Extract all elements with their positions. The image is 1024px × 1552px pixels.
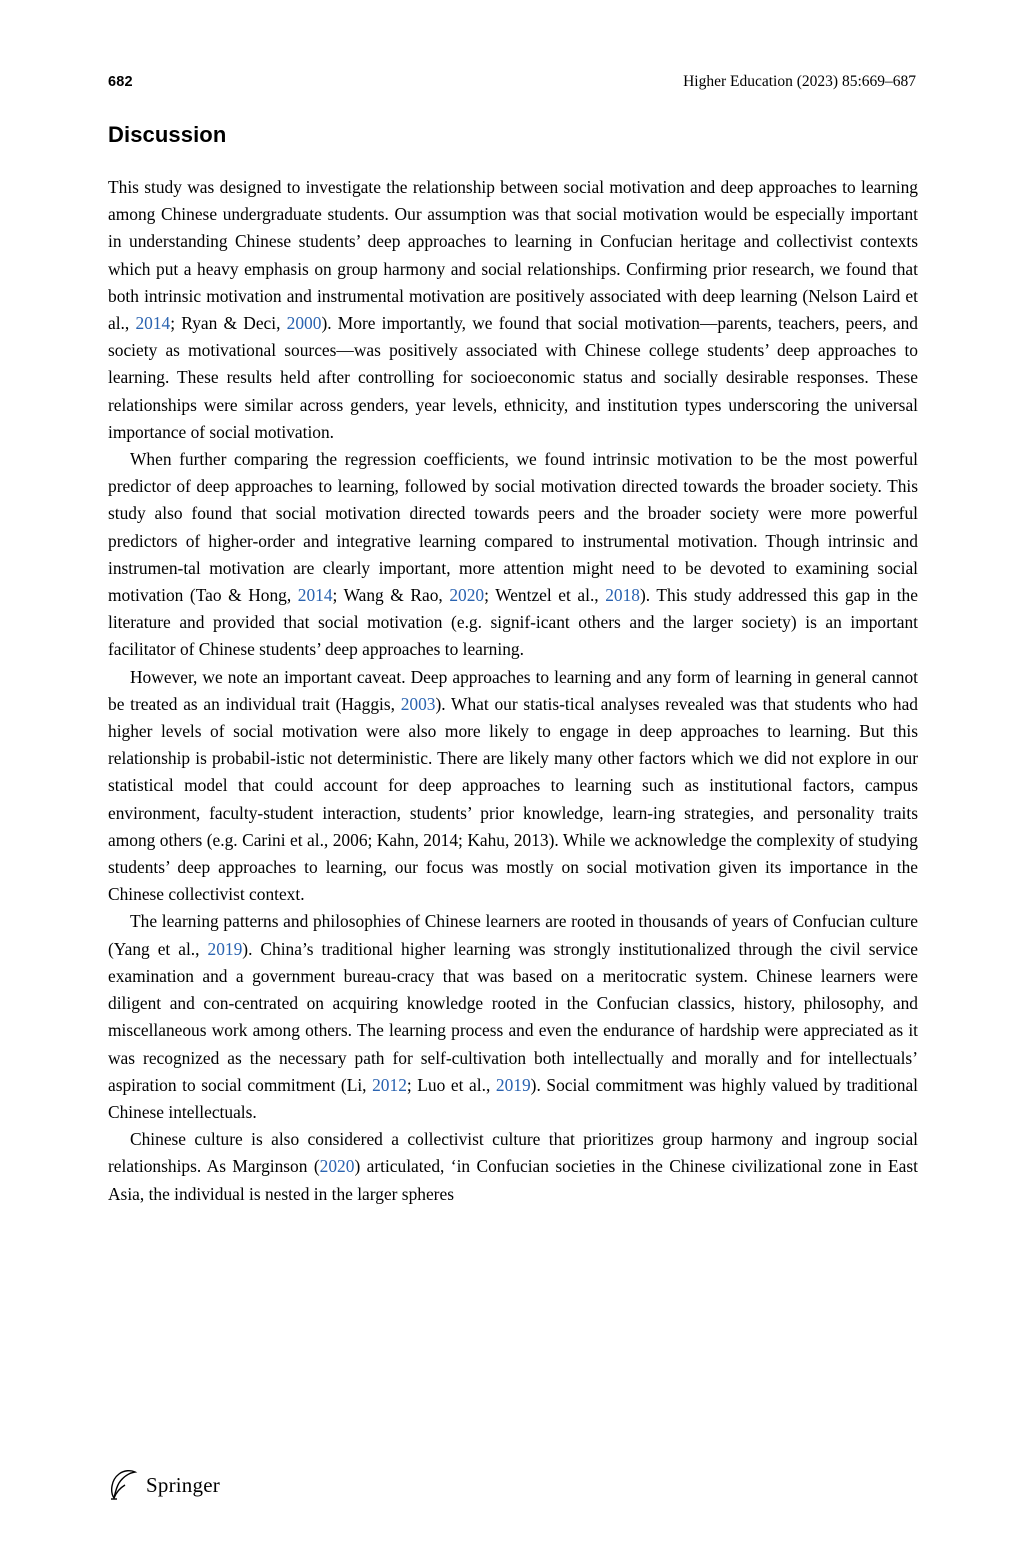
citation-link[interactable]: 2019 [207,938,243,959]
citation-link[interactable]: 2000 [286,313,322,334]
citation-link[interactable]: 2012 [372,1074,407,1095]
page-number: 682 [108,74,133,90]
body-paragraph: However, we note an important caveat. Deep approaches to learning and any form of learning in general cannot be treated as an individual trait (Haggis, 2003). What our statis-tical analyses revealed was that students who had higher levels of social motivation were also more likely to engage in deep approaches to learning. But this relationship is probabil-istic not deterministic. There are likely many other factors which we did not explore in our statistical model that could account for deep approaches to learning such as institutional factors, campus environment, faculty-student interaction, students’ prior knowledge, learn-ing strategies, and personality traits among others (e.g. Carini et al., 2006; Kahn, 2014; Kahu, 2013). While we acknowledge the complexity of studying students’ deep approaches to learning, our focus was mostly on social motivation given its importance in the Chinese collectivist context. [108,666,918,905]
citation-link[interactable]: 2003 [400,693,436,714]
body-paragraph: Chinese culture is also considered a collectivist culture that prioritizes group harmony and ingroup social relationships. As Marginson (2020) articulated, ‘in Confucian societies in the Chinese civilizational zone in East Asia, the individual is nested in the larger spheres [108,1129,918,1204]
citation-link[interactable]: 2014 [297,585,333,606]
body-paragraph: When further comparing the regression coefficients, we found intrinsic motivation to be the most powerful predictor of deep approaches to learning, followed by social motivation directed towards the broader society. This study also found that social motivation directed towards peers and the broader society were more powerful predictors of higher-order and integrative learning compared to instrumental motivation. Though intrinsic and instrumen-tal motivation are clearly important, more attention might need to be devoted to examining social motivation (Tao & Hong, 2014; Wang & Rao, 2020; Wentzel et al., 2018). This study addressed this gap in the literature and provided that social motivation (e.g. signif-icant others and the larger society) is an important facilitator of Chinese students’ deep approaches to learning. [108,449,918,660]
body-paragraph: The learning patterns and philosophies of Chinese learners are rooted in thousands of years of Confucian culture (Yang et al., 2019). China’s traditional higher learning was strongly institutionalized through the civil service examination and a government bureau-cracy that was based on a meritocratic system. Chinese learners were diligent and con-centrated on acquiring knowledge rooted in the Confucian classics, history, philosophy, and miscellaneous work among others. The learning process and even the endurance of hardship were appreciated as it was recognized as the necessary path for self-cultivation both intellectually and morally and for intellectuals’ aspiration to social commitment (Li, 2012; Luo et al., 2019). Social commitment was highly valued by traditional Chinese intellectuals. [108,911,919,1122]
publisher-footer [108,1468,220,1502]
citation-link[interactable]: 2014 [135,313,171,334]
citation-link[interactable]: 2019 [495,1074,531,1095]
citation-link[interactable]: 2020 [319,1156,355,1177]
springer-logo-icon [108,1468,138,1502]
citation-link[interactable]: 2020 [449,585,485,606]
publisher-name: Springer [146,1472,220,1497]
page-title: Discussion [108,122,227,147]
article-body [108,122,918,1208]
running-head [108,72,916,92]
paragraph-list [108,174,918,1208]
journal-reference: Higher Education (2023) 85:669–687 [683,73,916,90]
citation-link[interactable]: 2018 [605,585,640,606]
body-paragraph: This study was designed to investigate the relationship between social motivation and deep approaches to learning among Chinese undergraduate students. Our assumption was that social motivation would be especially important in understanding Chinese students’ deep approaches to learning in Confucian heritage and collectivist contexts which put a heavy emphasis on group harmony and social relationships. Confirming prior research, we found that both intrinsic motivation and instrumental motivation are positively associated with deep learning (Nelson Laird et al., 2014; Ryan & Deci, 2000). More importantly, we found that social motivation—parents, teachers, peers, and society as motivational sources—was positively associated with Chinese college students’ deep approaches to learning. These results held after controlling for socioeconomic status and socially desirable responses. These relationships were similar across genders, year levels, ethnicity, and institution types underscoring the universal importance of social motivation. [108,177,919,442]
